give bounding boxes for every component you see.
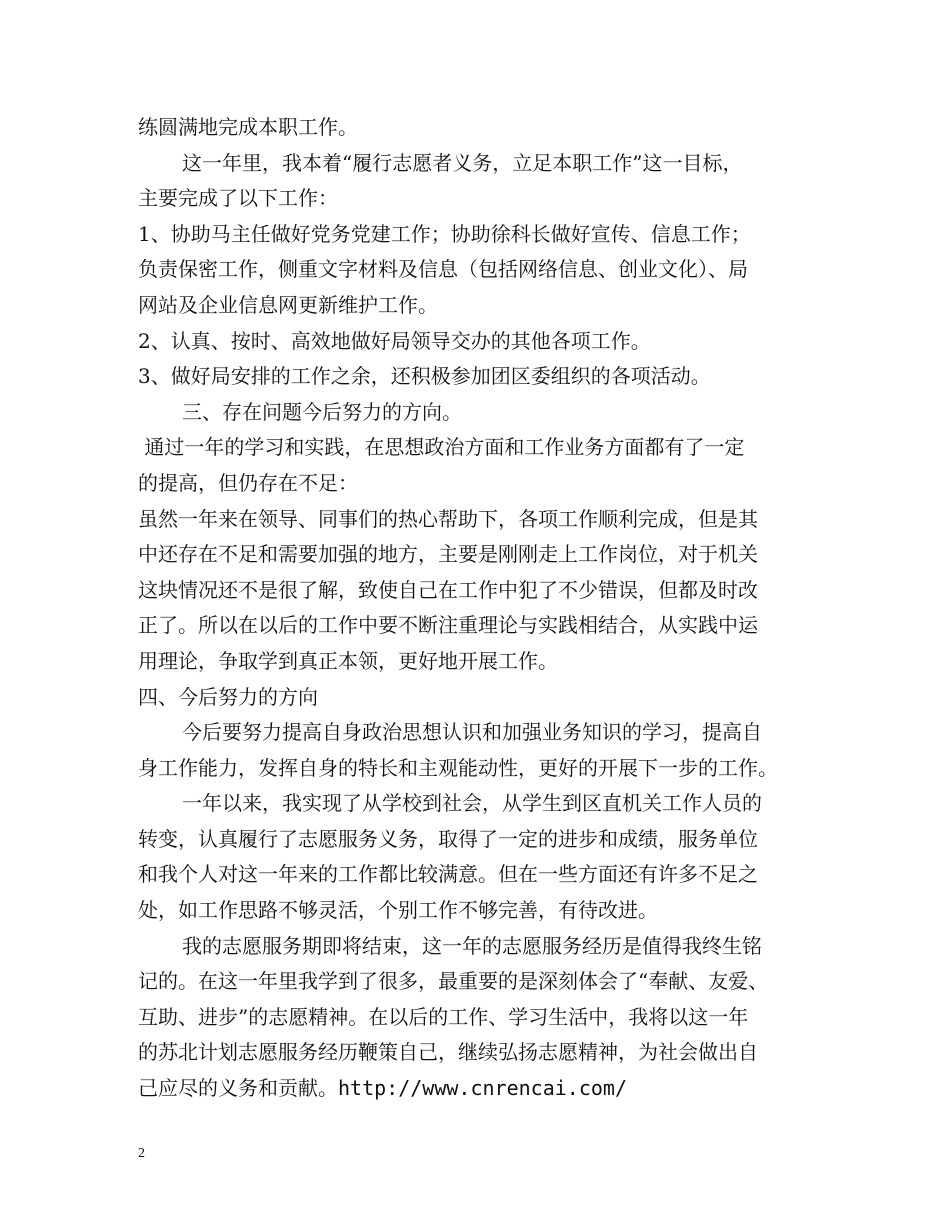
text-line: 中还存在不足和需要加强的地方，主要是刚刚走上工作岗位，对于机关 xyxy=(138,542,758,567)
text-line: 这块情况还不是很了解，致使自己在工作中犯了不少错误，但都及时改 xyxy=(138,577,758,602)
source-url: http://www.cnrencai.com/ xyxy=(338,1076,627,1101)
text-line: 和我个人对这一年来的工作都比较满意。但在一些方面还有许多不足之 xyxy=(138,862,758,887)
text-line: 虽然一年来在领导、同事们的热心帮助下，各项工作顺利完成，但是其 xyxy=(138,506,758,531)
text-line xyxy=(138,1071,828,1107)
text-line: 2、认真、按时、高效地做好局领导交办的其他各项工作。 xyxy=(138,328,651,353)
text-line: 身工作能力，发挥自身的特长和主观能动性，更好的开展下一步的工作。 xyxy=(138,755,778,780)
text-line: 3、做好局安排的工作之余，还积极参加团区委组织的各项活动。 xyxy=(138,364,711,389)
text-line: 1、协助马主任做好党务党建工作；协助徐科长做好宣传、信息工作； xyxy=(138,221,751,246)
text-line: 记的。在这一年里我学到了很多，最重要的是深刻体会了“奉献、友爱、 xyxy=(138,969,769,994)
text-line: 主要完成了以下工作： xyxy=(138,186,338,211)
text-line: 正了。所以在以后的工作中要不断注重理论与实践相结合，从实践中运 xyxy=(138,613,758,638)
text-line: 转变，认真履行了志愿服务义务，取得了一定的进步和成绩，服务单位 xyxy=(138,826,758,851)
text-line: 练圆满地完成本职工作。 xyxy=(138,115,358,139)
text-line: 通过一年的学习和实践，在思想政治方面和工作业务方面都有了一定 xyxy=(138,435,745,460)
text-line: 处，如工作思路不够灵活，个别工作不够完善，有待改进。 xyxy=(138,898,658,923)
text-line: 今后要努力提高自身政治思想认识和加强业务知识的学习，提高自 xyxy=(182,720,762,745)
text-line: 用理论，争取学到真正本领，更好地开展工作。 xyxy=(138,648,558,673)
text-line: 我的志愿服务期即将结束，这一年的志愿服务经历是值得我终生铭 xyxy=(182,933,762,958)
text-line: 的苏北计划志愿服务经历鞭策自己，继续弘扬志愿精神，为社会做出自 xyxy=(138,1040,758,1065)
document-body xyxy=(138,110,828,1107)
text-line: 一年以来，我实现了从学校到社会，从学生到区直机关工作人员的 xyxy=(182,791,762,816)
text-line: 互助、进步”的志愿精神。在以后的工作、学习生活中，我将以这一年 xyxy=(138,1004,749,1029)
text-line: 负责保密工作，侧重文字材料及信息（包括网络信息、创业文化）、局 xyxy=(138,257,748,282)
section-heading: 四、今后努力的方向 xyxy=(138,684,318,709)
text-line: 网站及企业信息网更新维护工作。 xyxy=(138,292,438,317)
text-fragment: 己应尽的义务和贡献。 xyxy=(138,1076,338,1101)
section-heading: 三、存在问题今后努力的方向。 xyxy=(182,399,462,424)
page-number: 2 xyxy=(138,1146,145,1161)
text-line: 这一年里，我本着“履行志愿者义务，立足本职工作”这一目标， xyxy=(182,150,743,175)
text-line: 的提高，但仍存在不足： xyxy=(138,470,358,495)
